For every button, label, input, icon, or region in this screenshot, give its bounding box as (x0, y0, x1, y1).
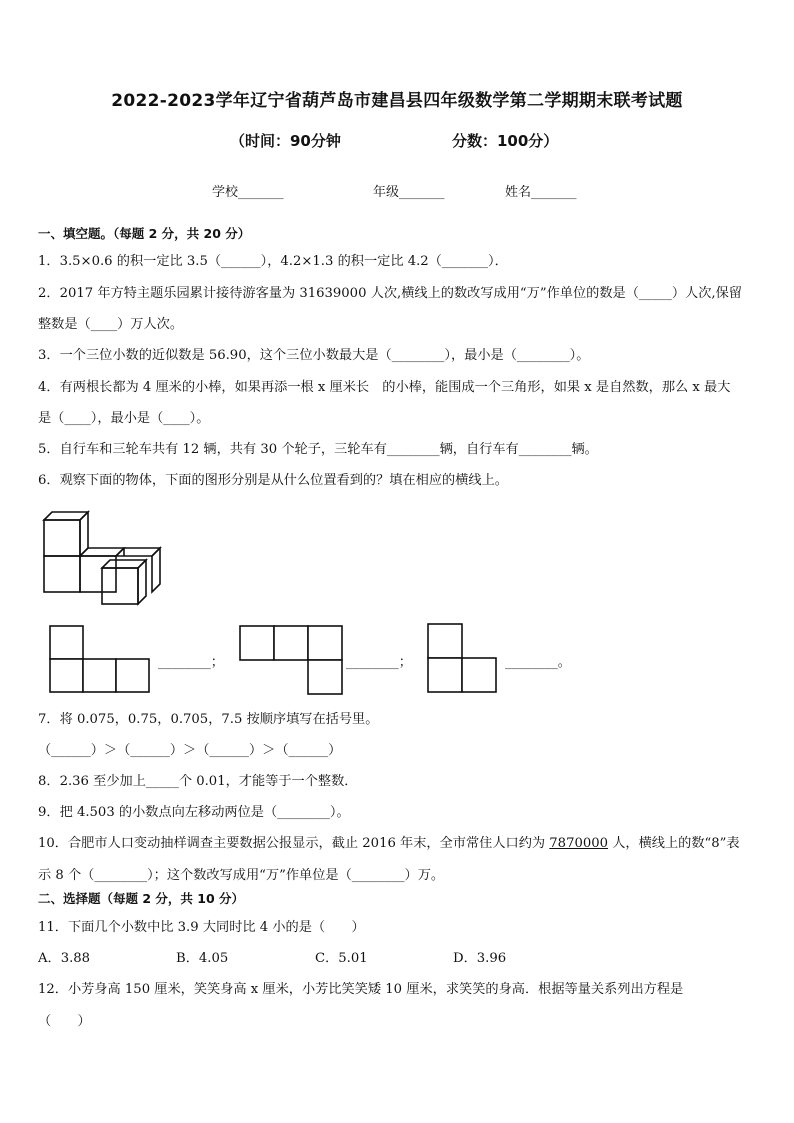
section2-heading: 二、选择题（每题 2 分，共 10 分） (38, 891, 245, 906)
q11-option-c[interactable]: C．5.01 (315, 951, 368, 966)
section1-heading: 一、填空题。（每题 2 分，共 20 分） (38, 226, 251, 241)
question-10-number: 7870000 (549, 836, 609, 851)
question-8: 8．2.36 至少加上_____个 0.01，才能等于一个整数． (38, 774, 358, 789)
exam-time: （时间：90分钟 (230, 132, 341, 150)
question-10-line2: 示 8 个（________）；这个数改写成用“万”作单位是（________）万。 (38, 868, 445, 883)
question-12-line2[interactable]: （ ） (38, 1014, 91, 1029)
question-10-line1 (38, 832, 740, 851)
question-2-line1: 2．2017 年方特主题乐园累计接待游客量为 31639000 人次,横线上的数改写成用“万”作单位的数是（_____）人次,保留 (38, 286, 742, 301)
question-6: 6．观察下面的物体，下面的图形分别是从什么位置看到的？填在相应的横线上。 (38, 473, 508, 488)
question-3: 3．一个三位小数的近似数是 56.90，这个三位小数最大是（________），最小是（________）。 (38, 348, 590, 363)
question-10-text-a: 10．合肥市人口变动抽样调查主要数据公报显示，截止 2016 年末，全市常住人口约为 (38, 836, 550, 851)
question-12-line1: 12．小芳身高 150 厘米，笑笑身高 x 厘米，小芳比笑笑矮 10 厘米，求笑笑的身高．根据等量关系列出方程是 (38, 982, 684, 997)
view-figure-3 (426, 622, 500, 694)
question-2-line2: 整数是（____）万人次。 (38, 317, 184, 332)
view-1-blank[interactable]: ________； (158, 655, 224, 670)
view-figure-1 (48, 624, 154, 694)
question-10-text-b: 人，横线上的数“8”表 (608, 836, 740, 851)
name-field[interactable]: 姓名_______ (505, 185, 577, 200)
question-7-order[interactable]: （______）＞（______）＞（______）＞（______） (38, 743, 342, 758)
page-title: 2022-2023学年辽宁省葫芦岛市建昌县四年级数学第二学期期末联考试题 (111, 91, 683, 111)
question-7: 7．将 0.075，0.75，0.705，7.5 按顺序填写在括号里。 (38, 712, 379, 727)
question-11: 11．下面几个小数中比 3.9 大同时比 4 小的是（ ） (38, 920, 365, 935)
view-figure-2 (238, 624, 344, 696)
cube-figure (40, 508, 165, 608)
view-3-blank[interactable]: ________。 (505, 655, 571, 670)
q11-option-d[interactable]: D．3.96 (453, 951, 507, 966)
q11-option-b[interactable]: B．4.05 (176, 951, 229, 966)
question-4-line2: 是（____），最小是（____）。 (38, 411, 210, 426)
q11-option-a[interactable]: A．3.88 (38, 951, 91, 966)
view-2-blank[interactable]: ________； (346, 655, 412, 670)
grade-field[interactable]: 年级_______ (373, 185, 445, 200)
question-9: 9．把 4.503 的小数点向左移动两位是（________）。 (38, 805, 350, 820)
question-5: 5．自行车和三轮车共有 12 辆，共有 30 个轮子，三轮车有________辆，自行车有________辆。 (38, 442, 598, 457)
question-4-line1: 4．有两根长都为 4 厘米的小棒，如果再添一根 x 厘米长 的小棒，能围成一个三角形，如果 x 是自然数，那么 x 最大 (38, 380, 731, 395)
exam-score: 分数：100分） (452, 132, 559, 150)
school-field[interactable]: 学校_______ (212, 185, 284, 200)
question-1: 1．3.5×0.6 的积一定比 3.5（______），4.2×1.3 的积一定比 4.2（_______）． (38, 254, 508, 269)
